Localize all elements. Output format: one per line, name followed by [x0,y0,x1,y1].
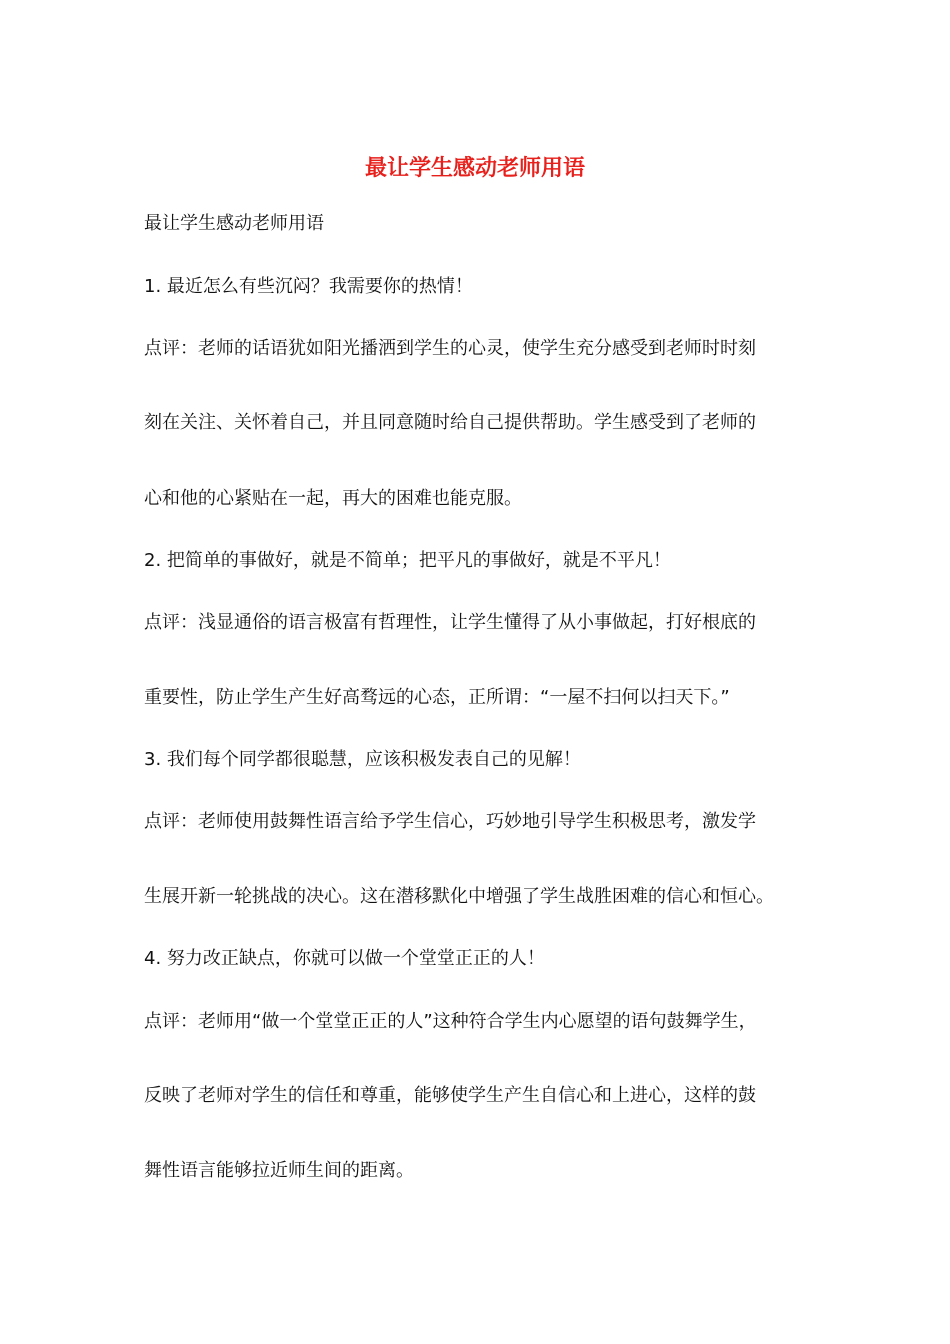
item-1-comment-line-2: 刻在关注、关怀着自己，并且同意随时给自己提供帮助。学生感受到了老师的 [144,412,756,433]
item-3-heading: 3. 我们每个同学都很聪慧，应该积极发表自己的见解！ [144,749,581,770]
item-4-comment-line-3: 舞性语言能够拉近师生间的距离。 [144,1160,414,1181]
item-1-comment-line-3: 心和他的心紧贴在一起，再大的困难也能克服。 [144,488,522,509]
item-1-heading: 1. 最近怎么有些沉闷？我需要你的热情！ [144,276,473,297]
subtitle-line: 最让学生感动老师用语 [144,213,324,234]
item-4-comment-line-1: 点评：老师用“做一个堂堂正正的人”这种符合学生内心愿望的语句鼓舞学生， [144,1011,757,1032]
item-2-heading: 2. 把简单的事做好，就是不简单；把平凡的事做好，就是不平凡！ [144,550,671,571]
item-4-heading: 4. 努力改正缺点，你就可以做一个堂堂正正的人！ [144,948,545,969]
item-4-comment-line-2: 反映了老师对学生的信任和尊重，能够使学生产生自信心和上进心，这样的鼓 [144,1085,756,1106]
item-3-comment-line-1: 点评：老师使用鼓舞性语言给予学生信心，巧妙地引导学生积极思考，激发学 [144,811,756,832]
item-2-comment-line-1: 点评：浅显通俗的语言极富有哲理性，让学生懂得了从小事做起，打好根底的 [144,612,756,633]
document-title: 最让学生感动老师用语 [364,155,585,181]
item-2-comment-line-2: 重要性，防止学生产生好高骛远的心态，正所谓：“一屋不扫何以扫天下。” [144,687,730,708]
item-1-comment-line-1: 点评：老师的话语犹如阳光播洒到学生的心灵，使学生充分感受到老师时时刻 [144,338,756,359]
item-3-comment-line-2: 生展开新一轮挑战的决心。这在潜移默化中增强了学生战胜困难的信心和恒心。 [144,886,774,907]
